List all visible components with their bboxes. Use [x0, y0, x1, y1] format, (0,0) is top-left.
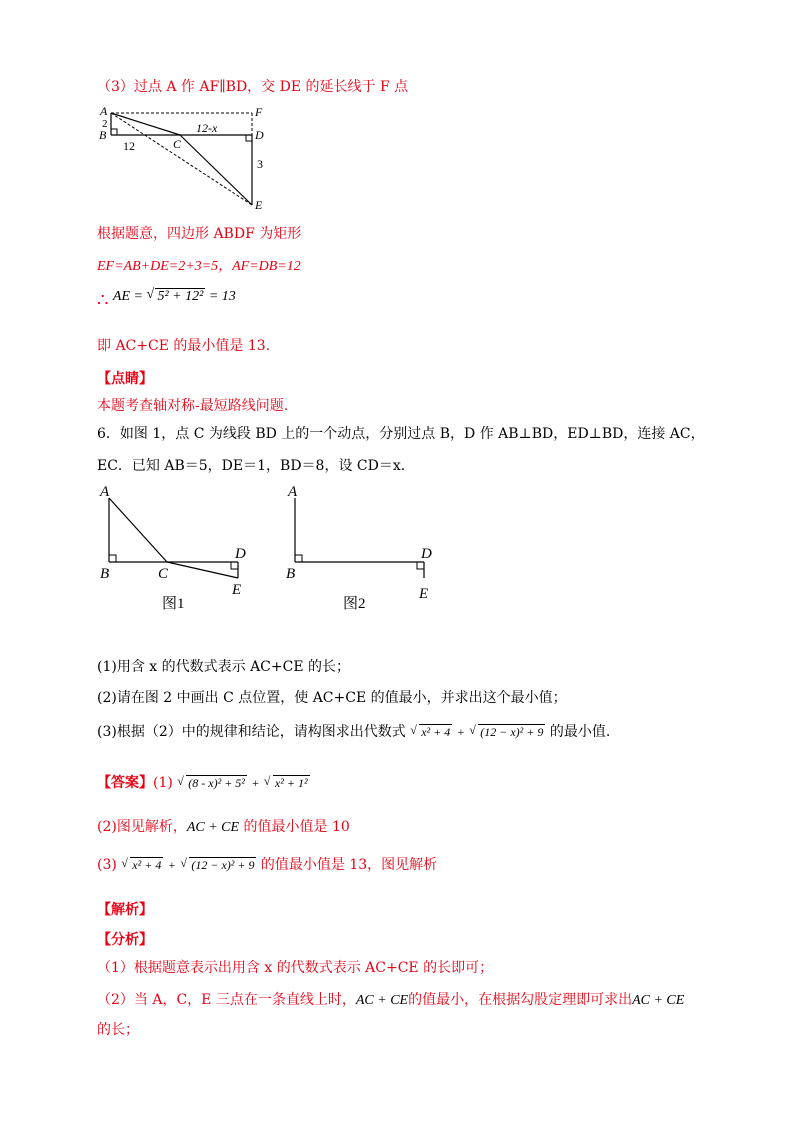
answer-2-expression: AC + CE: [186, 820, 240, 835]
label-A: A: [100, 104, 108, 118]
label-2: 2: [102, 118, 108, 130]
question-6-line2: EC．已知 AB＝5，DE＝1，BD＝8，设 CD＝x.: [97, 458, 406, 474]
fig1-caption: 图1: [162, 596, 185, 612]
question-6-line1: 6．如图 1，点 C 为线段 BD 上的一个动点，分别过点 B，D 作 AB⊥BD，ED⊥BD，连接 AC，: [97, 426, 705, 442]
analysis-2-line2: 的长；: [97, 1022, 139, 1038]
label-B: B: [99, 128, 107, 142]
sub3-prefix: (3)根据（2）中的规律和结论，请构图求出代数式: [97, 724, 406, 740]
label-F: F: [255, 105, 263, 119]
part3-heading: （3）过点 A 作 AF∥BD，交 DE 的延长线于 F 点: [97, 79, 409, 95]
fig1-label-C: C: [158, 566, 169, 582]
answer-3-prefix: (3): [97, 857, 117, 873]
fig2-label-E: E: [419, 586, 429, 602]
sub3-sqrt-b: [469, 722, 545, 742]
subquestion-3: (3)根据（2）中的规律和结论，请构图求出代数式 √ x² + 4 + √ (12 − x)² + 9 的最小值.: [97, 722, 610, 742]
jiexi-label: 【解析】: [97, 902, 153, 918]
label-D: D: [255, 128, 264, 142]
answer-1-prefix: (1): [153, 775, 173, 791]
therefore-symbol: ∴: [97, 290, 109, 311]
fig2-label-A: A: [288, 484, 298, 500]
fig1-label-E: E: [232, 582, 242, 598]
fig1-label-D: D: [235, 546, 246, 562]
answer-3-sqrt-a: [121, 855, 163, 875]
figure-rectangle-abdf: [97, 102, 277, 212]
analysis-2-expression-end: AC + CE: [632, 993, 685, 1008]
ae-rhs: = 13: [205, 289, 236, 304]
fig2-caption: 图2: [343, 596, 366, 612]
figure-2: [283, 480, 453, 615]
answer-2-prefix: (2)图见解析，: [97, 819, 187, 835]
answer-3-suffix: 的值最小值是 13，图见解析: [260, 857, 438, 873]
answer-line-2: [97, 817, 350, 838]
label-3: 3: [257, 157, 263, 171]
fenxi-label: 【分析】: [97, 932, 153, 948]
min-value-statement: 即 AC+CE 的最小值是 13.: [97, 338, 271, 354]
label-12: 12: [123, 139, 135, 153]
figure-1: [97, 480, 257, 615]
label-12-minus-x: 12-x: [196, 121, 218, 135]
analysis-2-middle: 的值最小，在根据勾股定理即可求出: [408, 992, 633, 1008]
fig2-label-B: B: [286, 566, 296, 582]
label-E: E: [255, 198, 263, 212]
answer-1-radicand-a: (8 - x)² + 5²: [188, 776, 245, 790]
sub3-sqrt-a: [410, 722, 452, 742]
answer-2-suffix: 的值最小值是 10: [239, 819, 350, 835]
sub3-radicand-b: (12 − x)² + 9: [480, 725, 544, 739]
answer-1-sqrt-b: [264, 773, 310, 793]
sub3-suffix: 的最小值.: [549, 724, 611, 740]
analysis-1: （1）根据题意表示出用含 x 的代数式表示 AC+CE 的长即可；: [97, 960, 494, 976]
ae-equation: [97, 285, 236, 311]
answer-3-radicand-a: x² + 4: [132, 858, 162, 872]
analysis-2-expression: AC + CE: [355, 993, 409, 1008]
dianjing-label: 【点睛】: [97, 371, 153, 387]
answer-3-sqrt-b: [180, 855, 256, 875]
answer-line-3: (3) √ x² + 4 + √ (12 − x)² + 9 的值最小值是 13，图见解析: [97, 855, 437, 875]
ae-sqrt: [146, 287, 205, 307]
label-C: C: [173, 137, 182, 151]
answer-line-1: 【答案】(1) √ (8 - x)² + 5² + √ x² + 1²: [97, 773, 310, 793]
dianjing-text: 本题考查轴对称-最短路线问题.: [97, 398, 289, 414]
fig1-label-A: A: [100, 484, 110, 500]
answer-label: 【答案】: [97, 775, 153, 791]
subquestion-1: (1)用含 x 的代数式表示 AC+CE 的长；: [97, 659, 351, 675]
analysis-2: [97, 990, 684, 1011]
sub3-radicand-a: x² + 4: [421, 725, 451, 739]
ae-radicand: 5² + 12²: [157, 289, 204, 304]
ae-lhs: AE =: [112, 289, 147, 304]
ef-equation: EF=AB+DE=2+3=5，AF=DB=12: [97, 259, 301, 274]
rectangle-statement: 根据题意，四边形 ABDF 为矩形: [97, 226, 302, 242]
answer-1-radicand-b: x² + 1²: [274, 776, 308, 790]
analysis-2-prefix: （2）当 A，C，E 三点在一条直线上时，: [97, 992, 356, 1008]
fig2-label-D: D: [421, 546, 432, 562]
answer-1-sqrt-a: [177, 773, 247, 793]
fig1-label-B: B: [100, 566, 110, 582]
subquestion-2: (2)请在图 2 中画出 C 点位置，使 AC+CE 的值最小，并求出这个最小值；: [97, 690, 567, 706]
answer-3-radicand-b: (12 − x)² + 9: [191, 858, 255, 872]
